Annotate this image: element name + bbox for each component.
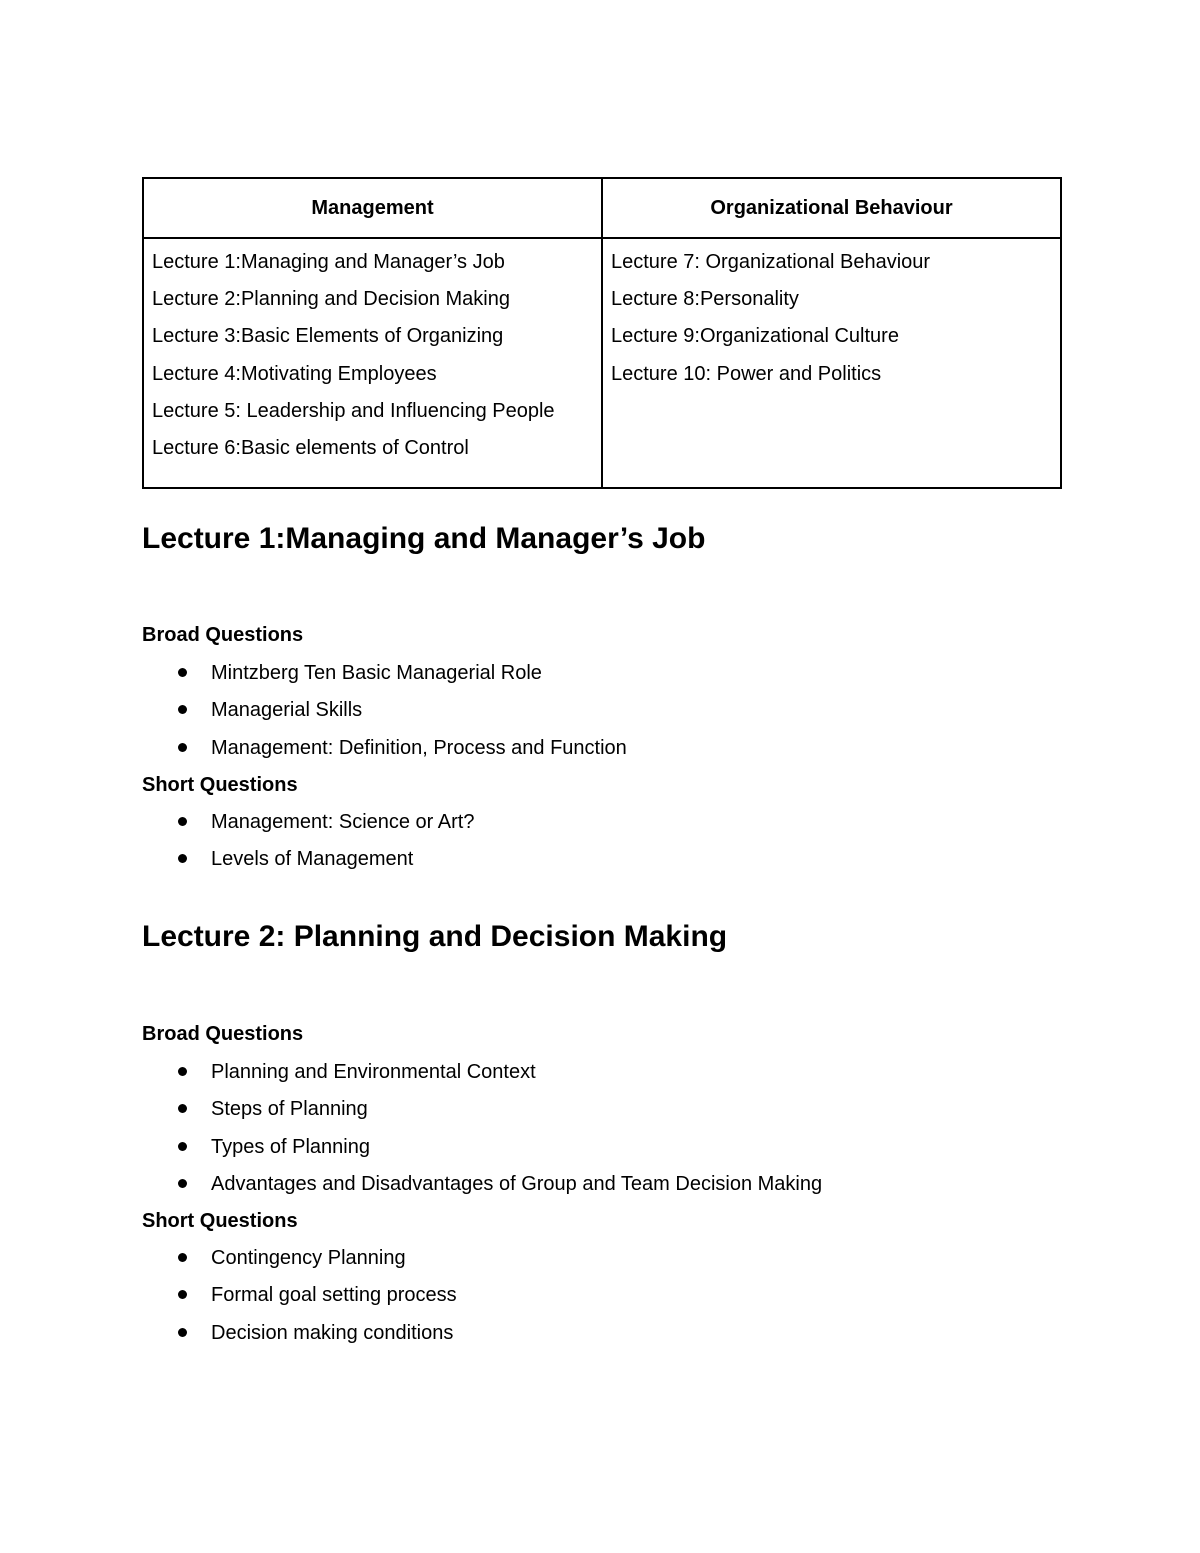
lecture-2-broad-questions-label: Broad Questions [142,1023,304,1045]
lecture-1-short-questions-list [0,809,474,884]
bullet-icon [178,817,187,826]
list-item: Formal goal setting process [0,1282,457,1319]
list-item: Types of Planning [0,1134,822,1171]
list-item: Lecture 6:Basic elements of Control [152,436,469,459]
list-item: Lecture 2:Planning and Decision Making [152,288,510,311]
bullet-icon [178,854,187,863]
list-item: Contingency Planning [0,1245,457,1282]
bullet-icon [178,1328,187,1337]
list-item: Lecture 3:Basic Elements of Organizing [152,325,504,348]
bullet-icon [178,1179,187,1188]
table-header-row [143,178,1061,238]
list-item: Decision making conditions [0,1320,457,1357]
lecture-1-heading: Lecture 1:Managing and Manager’s Job [142,522,706,555]
bullet-icon [178,1104,187,1113]
lecture-2-heading: Lecture 2: Planning and Decision Making [142,920,728,953]
header-management: Management [143,178,602,238]
bullet-icon [178,1142,187,1151]
lecture-1-broad-questions-label: Broad Questions [142,624,304,646]
list-item: Management: Science or Art? [0,809,474,846]
management-lectures-cell [143,238,602,488]
list-item: Managerial Skills [0,697,627,734]
lecture-2-short-questions-label: Short Questions [142,1210,298,1232]
bullet-icon [178,668,187,677]
list-item: Lecture 1:Managing and Manager’s Job [152,251,505,273]
lecture-1-broad-questions-list [0,660,627,772]
list-item: Lecture 7: Organizational Behaviour [611,251,931,273]
list-item: Lecture 5: Leadership and Influencing People [152,399,555,422]
table-row [143,238,1061,488]
bullet-icon [178,1067,187,1076]
lecture-1-short-questions-label: Short Questions [142,774,298,796]
bullet-icon [178,705,187,714]
lecture-index-table [142,177,1062,489]
bullet-icon [178,1253,187,1262]
list-item: Lecture 4:Motivating Employees [152,362,437,385]
list-item: Levels of Management [0,846,474,883]
ob-lectures-cell [602,238,1061,488]
list-item: Lecture 8:Personality [611,288,799,311]
lecture-2-broad-questions-list [0,1059,822,1208]
list-item: Advantages and Disadvantages of Group and Team Decision Making [0,1171,822,1208]
list-item: Lecture 9:Organizational Culture [611,325,899,348]
header-organizational-behaviour: Organizational Behaviour [602,178,1061,238]
bullet-icon [178,743,187,752]
list-item: Planning and Environmental Context [0,1059,822,1096]
list-item: Lecture 10: Power and Politics [611,362,882,385]
list-item: Steps of Planning [0,1096,822,1133]
lecture-2-short-questions-list [0,1245,457,1357]
bullet-icon [178,1290,187,1299]
list-item: Mintzberg Ten Basic Managerial Role [0,660,627,697]
list-item: Management: Definition, Process and Function [0,735,627,772]
